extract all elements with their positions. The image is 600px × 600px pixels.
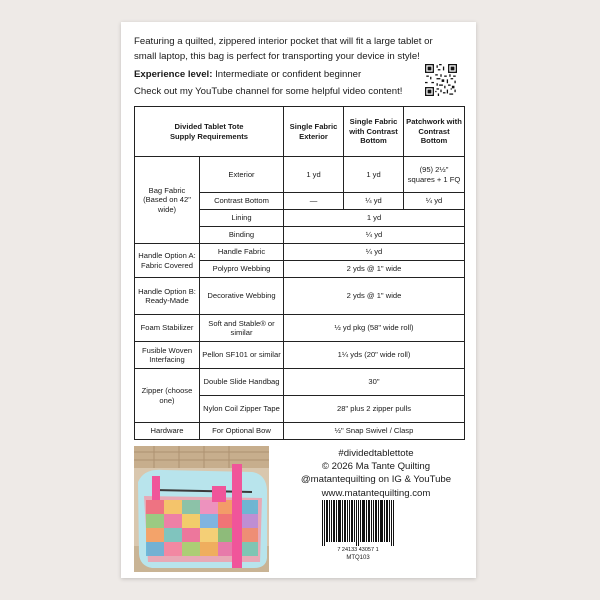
value-double-slide: 30" [284, 369, 465, 396]
item-exterior: Exterior [200, 157, 284, 193]
item-binding: Binding [200, 227, 284, 244]
group-fusible-interfacing: Fusible Woven Interfacing [135, 342, 200, 369]
table-row [135, 342, 465, 369]
intro-text [134, 35, 464, 64]
table-title-line-1: Divided Tablet Tote [174, 122, 244, 131]
group-handle-option-a: Handle Option A: Fabric Covered [135, 244, 200, 278]
social-handle: @matantequilting on IG & YouTube [300, 474, 452, 486]
group-foam-stabilizer: Foam Stabilizer [135, 315, 200, 342]
table-title [135, 107, 284, 157]
youtube-note: Check out my YouTube channel for some helpful video content! [134, 86, 403, 97]
group-handle-option-b: Handle Option B: Ready-Made [135, 278, 200, 315]
item-double-slide: Double Slide Handbag [200, 369, 284, 396]
value-handle-fabric: ¼ yd [284, 244, 465, 261]
item-nylon-coil: Nylon Coil Zipper Tape [200, 396, 284, 423]
product-sku: MTQ103 [346, 555, 370, 561]
item-contrast-bottom: Contrast Bottom [200, 193, 284, 210]
value-contrast-patchwork: ¼ yd [404, 193, 465, 210]
bag-photo [134, 446, 269, 572]
value-contrast-contrast: ¼ yd [344, 193, 404, 210]
supply-requirements-table [134, 106, 465, 440]
barcode-digits: 7 24133 43057 1 [337, 547, 379, 552]
copyright: © 2026 Ma Tante Quilting [321, 461, 431, 473]
value-lining: 1 yd [284, 210, 465, 227]
intro-line-2: small laptop, this bag is perfect for transporting your device in style! [134, 50, 420, 62]
experience-level-label: Experience level: [134, 69, 213, 80]
value-exterior-contrast: 1 yd [344, 157, 404, 193]
column-header-single-fabric: Single Fabric Exterior [284, 107, 344, 157]
item-polypro-webbing: Polypro Webbing [200, 261, 284, 278]
table-row [135, 315, 465, 342]
value-binding: ¼ yd [284, 227, 465, 244]
item-pellon-sf101: Pellon SF101 or similar [200, 342, 284, 369]
value-contrast-single: — [284, 193, 344, 210]
table-row [135, 278, 465, 315]
group-hardware: Hardware [135, 423, 200, 440]
pattern-back-cover [121, 22, 476, 578]
value-polypro-webbing: 2 yds @ 1" wide [284, 261, 465, 278]
value-optional-bow: ½" Snap Swivel / Clasp [284, 423, 465, 440]
value-foam-stabilizer: ½ yd pkg (58" wide roll) [284, 315, 465, 342]
value-fusible-interfacing: 1¼ yds (20" wide roll) [284, 342, 465, 369]
table-row [135, 369, 465, 396]
column-header-patchwork: Patchwork with Contrast Bottom [404, 107, 465, 157]
table-row [135, 423, 465, 440]
intro-line-1: Featuring a quilted, zippered interior pocket that will fit a large tablet or [134, 36, 433, 47]
table-header-row [135, 107, 465, 157]
item-decorative-webbing: Decorative Webbing [200, 278, 284, 315]
column-header-contrast-bottom: Single Fabric with Contrast Bottom [344, 107, 404, 157]
experience-level-value: Intermediate or confident beginner [212, 69, 362, 80]
experience-level [134, 69, 361, 80]
item-soft-and-stable: Soft and Stable® or similar [200, 315, 284, 342]
group-bag-fabric: Bag Fabric (Based on 42" wide) [135, 157, 200, 244]
value-exterior-patchwork: (95) 2½" squares + 1 FQ [404, 157, 465, 193]
value-exterior-single: 1 yd [284, 157, 344, 193]
hashtag: #dividedtablettote [338, 448, 414, 459]
item-handle-fabric: Handle Fabric [200, 244, 284, 261]
item-lining: Lining [200, 210, 284, 227]
table-row [135, 157, 465, 193]
barcode [318, 500, 398, 552]
item-optional-bow: For Optional Bow [200, 423, 284, 440]
group-zipper: Zipper (choose one) [135, 369, 200, 423]
table-row [135, 244, 465, 261]
qr-code [425, 64, 457, 96]
value-nylon-coil: 28" plus 2 zipper pulls [284, 396, 465, 423]
value-decorative-webbing: 2 yds @ 1" wide [284, 278, 465, 315]
table-title-line-2: Supply Requirements [169, 131, 249, 141]
website-link[interactable]: www.matantequilting.com [321, 487, 431, 499]
footer-credits [286, 447, 466, 500]
